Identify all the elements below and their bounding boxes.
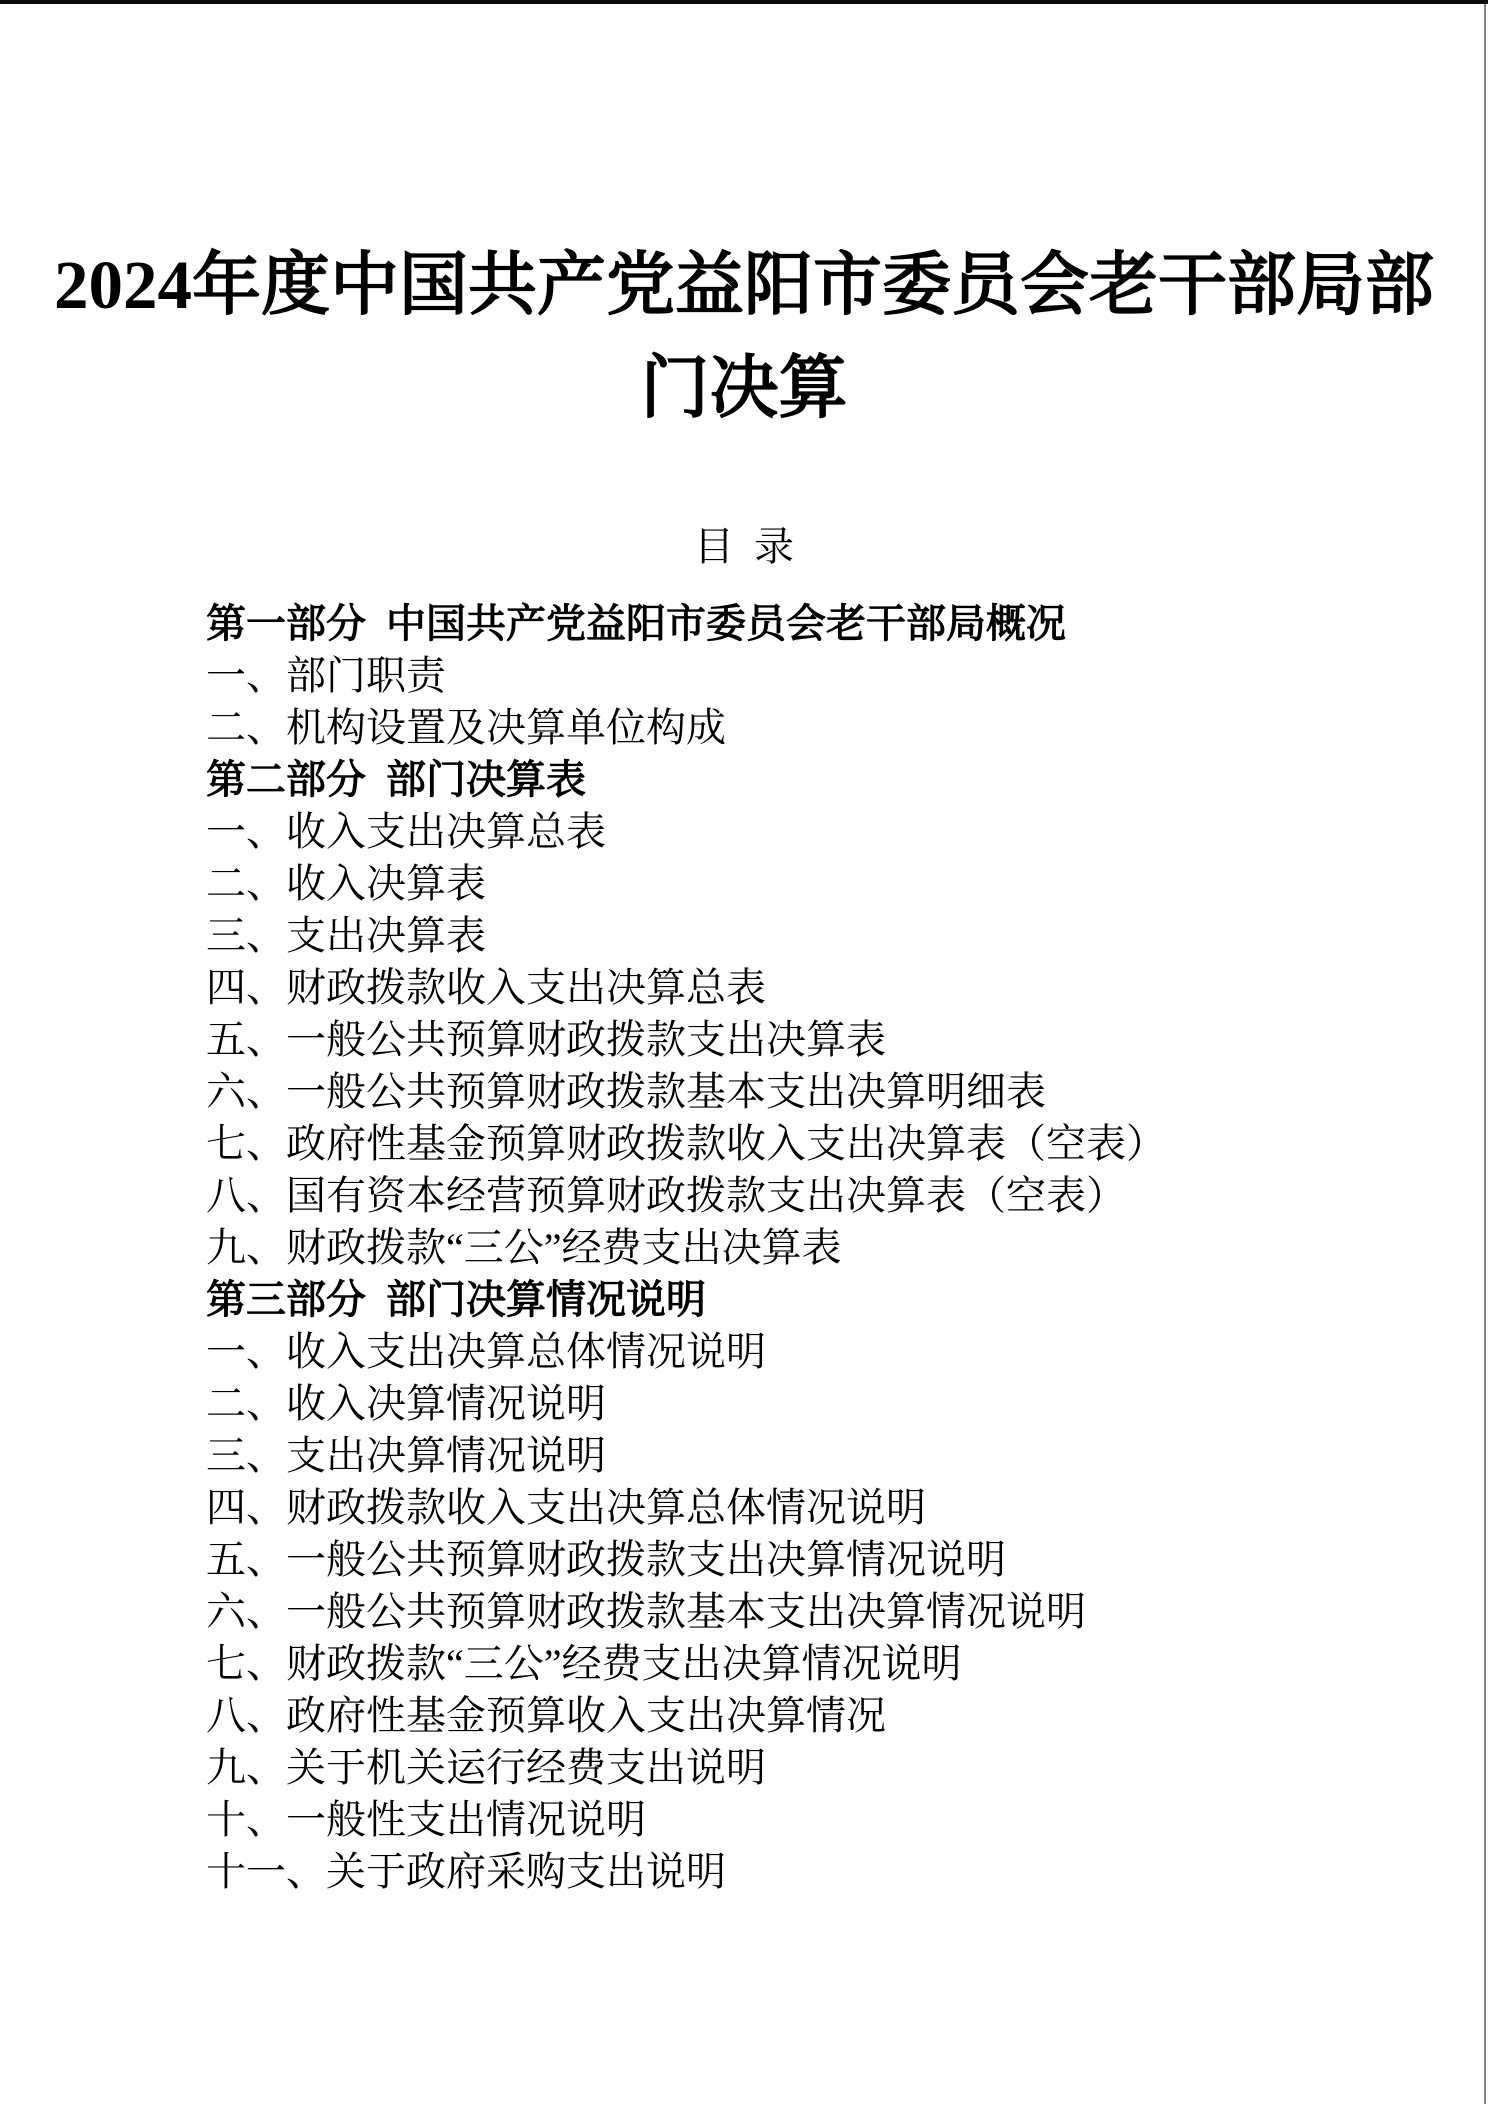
toc-part-heading: 第三部分 部门决算情况说明 (206, 1277, 706, 1322)
document-title-line-2: 门决算 (640, 350, 848, 426)
toc-part-heading: 第一部分 中国共产党益阳市委员会老干部局概况 (206, 601, 1066, 646)
toc-item: 二、收入决算情况说明 (206, 1381, 606, 1426)
toc-item: 三、支出决算表 (206, 913, 486, 958)
toc-item: 八、国有资本经营预算财政拨款支出决算表（空表） (206, 1173, 1126, 1218)
document-title (0, 234, 1488, 440)
toc-list (206, 598, 1406, 1898)
toc-item: 八、政府性基金预算收入支出决算情况 (206, 1693, 886, 1738)
toc-part-heading: 第二部分 部门决算表 (206, 757, 586, 802)
toc-heading: 目 录 (694, 524, 794, 569)
toc-item: 十一、关于政府采购支出说明 (206, 1849, 726, 1894)
toc-item: 九、关于机关运行经费支出说明 (206, 1745, 766, 1790)
toc-item: 九、财政拨款“三公”经费支出决算表 (206, 1225, 842, 1270)
toc-item: 六、一般公共预算财政拨款基本支出决算情况说明 (206, 1589, 1086, 1634)
toc-item: 一、收入支出决算总表 (206, 809, 606, 854)
toc-item: 四、财政拨款收入支出决算总体情况说明 (206, 1485, 926, 1530)
toc-item: 七、政府性基金预算财政拨款收入支出决算表（空表） (206, 1121, 1166, 1166)
top-border (0, 0, 1488, 4)
toc-item: 五、一般公共预算财政拨款支出决算表 (206, 1017, 886, 1062)
toc-item: 六、一般公共预算财政拨款基本支出决算明细表 (206, 1069, 1046, 1114)
toc-item: 一、收入支出决算总体情况说明 (206, 1329, 766, 1374)
toc-item: 七、财政拨款“三公”经费支出决算情况说明 (206, 1641, 962, 1686)
toc-item: 三、支出决算情况说明 (206, 1433, 606, 1478)
toc-item: 二、收入决算表 (206, 861, 486, 906)
toc-item: 四、财政拨款收入支出决算总表 (206, 965, 766, 1010)
document-title-line-1: 2024年度中国共产党益阳市委员会老干部局部 (54, 247, 1434, 323)
toc-item: 五、一般公共预算财政拨款支出决算情况说明 (206, 1537, 1006, 1582)
toc-item: 一、部门职责 (206, 653, 446, 698)
toc-item: 十、一般性支出情况说明 (206, 1797, 646, 1842)
toc-item: 二、机构设置及决算单位构成 (206, 705, 726, 750)
